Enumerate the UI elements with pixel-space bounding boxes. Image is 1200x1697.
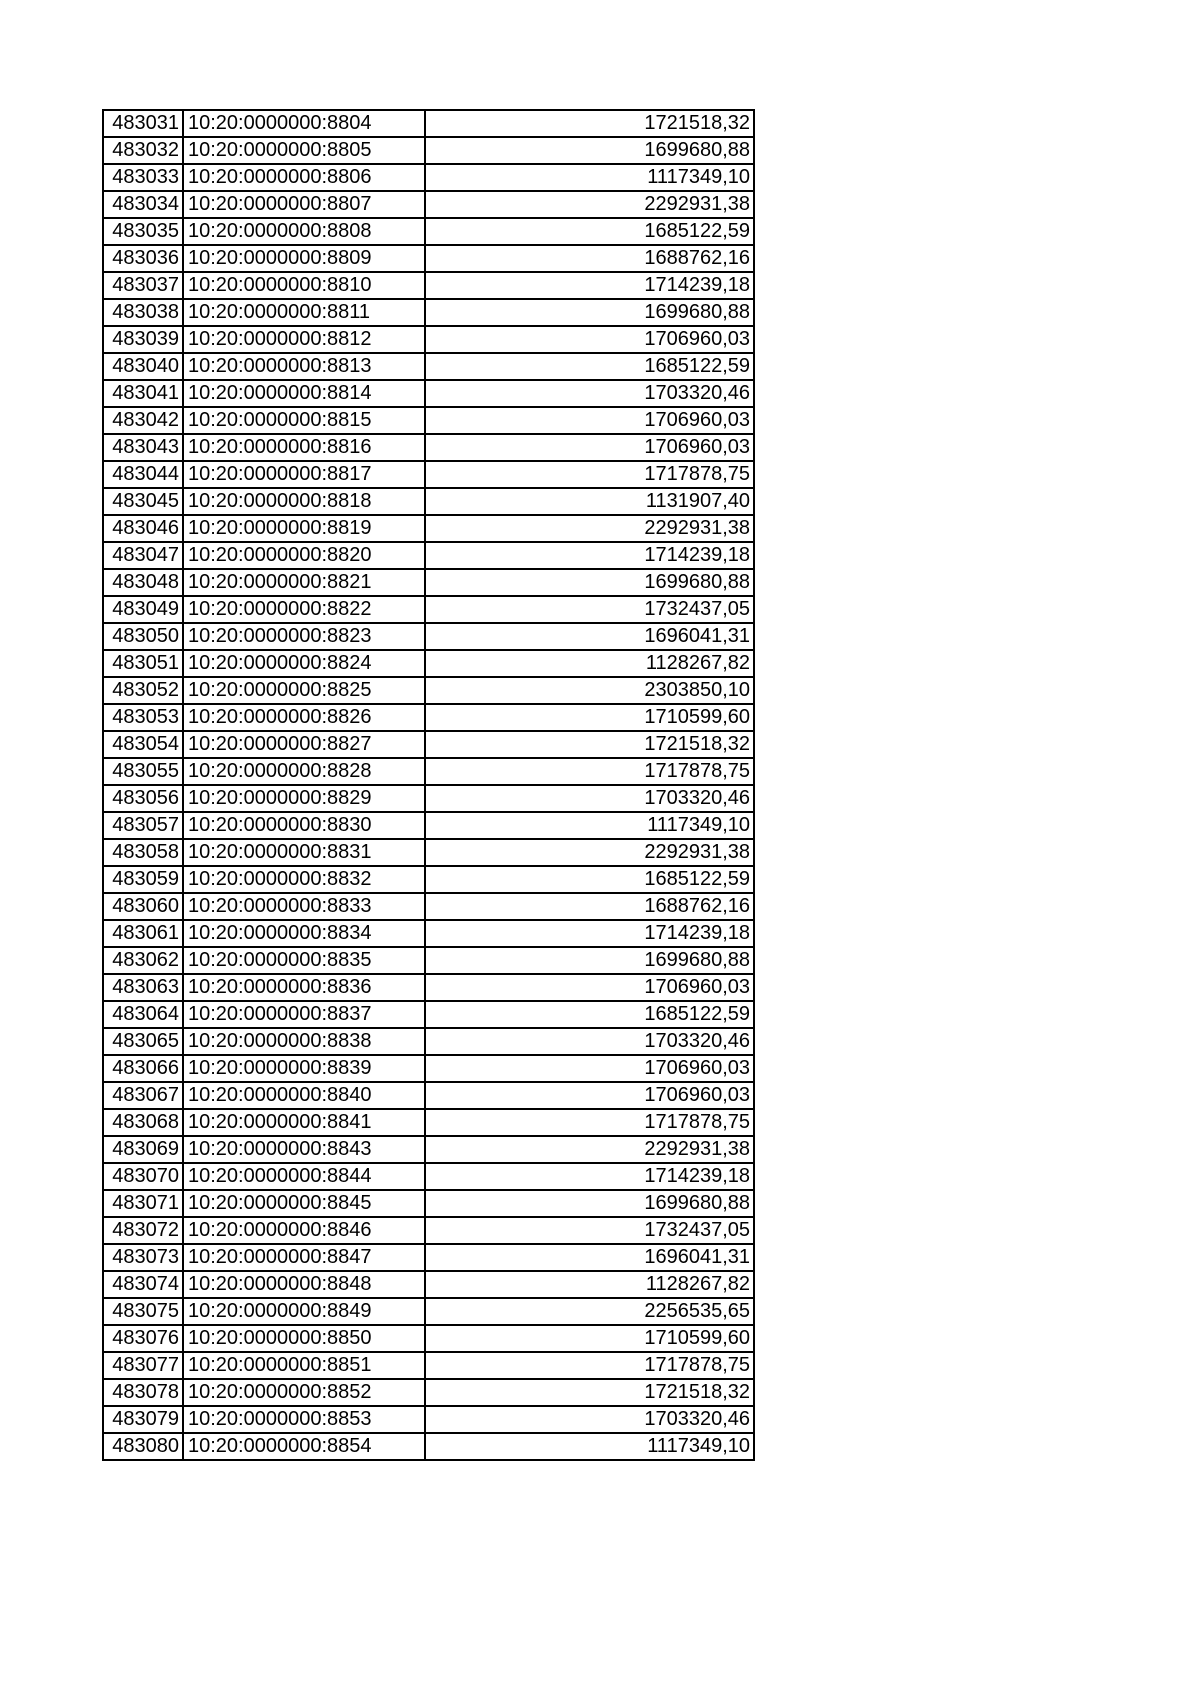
cadastral-number-cell: 10:20:0000000:8810 [183,272,425,299]
cadastral-number-cell: 10:20:0000000:8831 [183,839,425,866]
row-id-cell: 483068 [103,1109,183,1136]
cadastral-number-cell: 10:20:0000000:8846 [183,1217,425,1244]
value-cell: 2292931,38 [425,191,754,218]
cadastral-number-cell: 10:20:0000000:8818 [183,488,425,515]
row-id-cell: 483051 [103,650,183,677]
table-row [103,1136,754,1163]
table-row [103,758,754,785]
cadastral-number-cell: 10:20:0000000:8854 [183,1433,425,1460]
cadastral-number-cell: 10:20:0000000:8853 [183,1406,425,1433]
cadastral-number-cell: 10:20:0000000:8832 [183,866,425,893]
cadastral-number-cell: 10:20:0000000:8807 [183,191,425,218]
row-id-cell: 483035 [103,218,183,245]
cadastral-number-cell: 10:20:0000000:8811 [183,299,425,326]
row-id-cell: 483052 [103,677,183,704]
table-row [103,623,754,650]
table-row [103,1406,754,1433]
value-cell: 1721518,32 [425,731,754,758]
table-row [103,920,754,947]
cadastral-number-cell: 10:20:0000000:8812 [183,326,425,353]
row-id-cell: 483071 [103,1190,183,1217]
cadastral-number-cell: 10:20:0000000:8804 [183,110,425,137]
table-row [103,353,754,380]
table-row [103,785,754,812]
value-cell: 1699680,88 [425,1190,754,1217]
row-id-cell: 483047 [103,542,183,569]
table-row [103,731,754,758]
value-cell: 2292931,38 [425,1136,754,1163]
table-row [103,1379,754,1406]
cadastral-number-cell: 10:20:0000000:8845 [183,1190,425,1217]
value-cell: 1699680,88 [425,569,754,596]
row-id-cell: 483067 [103,1082,183,1109]
value-cell: 1706960,03 [425,1055,754,1082]
table-row [103,866,754,893]
value-cell: 1688762,16 [425,893,754,920]
row-id-cell: 483080 [103,1433,183,1460]
cadastral-number-cell: 10:20:0000000:8852 [183,1379,425,1406]
value-cell: 1696041,31 [425,623,754,650]
row-id-cell: 483066 [103,1055,183,1082]
table-row [103,704,754,731]
value-cell: 1714239,18 [425,272,754,299]
value-cell: 1706960,03 [425,326,754,353]
value-cell: 1703320,46 [425,1406,754,1433]
cadastral-number-cell: 10:20:0000000:8805 [183,137,425,164]
value-cell: 1717878,75 [425,461,754,488]
value-cell: 1710599,60 [425,1325,754,1352]
value-cell: 2292931,38 [425,839,754,866]
table-row [103,245,754,272]
value-cell: 1717878,75 [425,1352,754,1379]
row-id-cell: 483046 [103,515,183,542]
table-row [103,1433,754,1460]
cadastral-number-cell: 10:20:0000000:8823 [183,623,425,650]
value-cell: 1688762,16 [425,245,754,272]
row-id-cell: 483043 [103,434,183,461]
row-id-cell: 483057 [103,812,183,839]
table-row [103,1163,754,1190]
cadastral-number-cell: 10:20:0000000:8821 [183,569,425,596]
table-row [103,1109,754,1136]
cadastral-number-cell: 10:20:0000000:8806 [183,164,425,191]
cadastral-number-cell: 10:20:0000000:8809 [183,245,425,272]
table-row [103,407,754,434]
value-cell: 1685122,59 [425,866,754,893]
value-cell: 1128267,82 [425,1271,754,1298]
cadastral-number-cell: 10:20:0000000:8819 [183,515,425,542]
row-id-cell: 483048 [103,569,183,596]
row-id-cell: 483074 [103,1271,183,1298]
table-row [103,380,754,407]
table-row [103,1217,754,1244]
table-row [103,974,754,1001]
cadastral-number-cell: 10:20:0000000:8830 [183,812,425,839]
table-row [103,326,754,353]
row-id-cell: 483036 [103,245,183,272]
table-row [103,542,754,569]
cadastral-number-cell: 10:20:0000000:8840 [183,1082,425,1109]
value-cell: 2256535,65 [425,1298,754,1325]
cadastral-number-cell: 10:20:0000000:8839 [183,1055,425,1082]
table-row [103,893,754,920]
value-cell: 1717878,75 [425,1109,754,1136]
value-cell: 1703320,46 [425,380,754,407]
row-id-cell: 483050 [103,623,183,650]
cadastral-number-cell: 10:20:0000000:8851 [183,1352,425,1379]
value-cell: 1732437,05 [425,1217,754,1244]
row-id-cell: 483078 [103,1379,183,1406]
row-id-cell: 483041 [103,380,183,407]
table-body [103,110,754,1460]
row-id-cell: 483034 [103,191,183,218]
row-id-cell: 483070 [103,1163,183,1190]
cadastral-number-cell: 10:20:0000000:8850 [183,1325,425,1352]
row-id-cell: 483073 [103,1244,183,1271]
value-cell: 1699680,88 [425,299,754,326]
cadastral-number-cell: 10:20:0000000:8844 [183,1163,425,1190]
table-row [103,1001,754,1028]
table-row [103,569,754,596]
row-id-cell: 483072 [103,1217,183,1244]
value-cell: 1131907,40 [425,488,754,515]
cadastral-number-cell: 10:20:0000000:8829 [183,785,425,812]
row-id-cell: 483031 [103,110,183,137]
cadastral-number-cell: 10:20:0000000:8826 [183,704,425,731]
row-id-cell: 483058 [103,839,183,866]
value-cell: 1732437,05 [425,596,754,623]
row-id-cell: 483065 [103,1028,183,1055]
row-id-cell: 483049 [103,596,183,623]
table-row [103,515,754,542]
row-id-cell: 483077 [103,1352,183,1379]
value-cell: 1703320,46 [425,785,754,812]
value-cell: 1706960,03 [425,1082,754,1109]
table-row [103,1190,754,1217]
table-row [103,191,754,218]
cadastral-number-cell: 10:20:0000000:8836 [183,974,425,1001]
table-row [103,1082,754,1109]
value-cell: 1714239,18 [425,920,754,947]
table-row [103,650,754,677]
table-row [103,137,754,164]
row-id-cell: 483054 [103,731,183,758]
row-id-cell: 483062 [103,947,183,974]
table-row [103,1271,754,1298]
value-cell: 1696041,31 [425,1244,754,1271]
table-row [103,1028,754,1055]
value-cell: 1706960,03 [425,407,754,434]
cadastral-number-cell: 10:20:0000000:8814 [183,380,425,407]
table-row [103,461,754,488]
cadastral-number-cell: 10:20:0000000:8817 [183,461,425,488]
row-id-cell: 483055 [103,758,183,785]
value-cell: 1710599,60 [425,704,754,731]
value-cell: 1699680,88 [425,137,754,164]
table-row [103,1244,754,1271]
table-row [103,677,754,704]
cadastral-number-cell: 10:20:0000000:8848 [183,1271,425,1298]
row-id-cell: 483038 [103,299,183,326]
cadastral-number-cell: 10:20:0000000:8841 [183,1109,425,1136]
table-row [103,947,754,974]
value-cell: 1685122,59 [425,218,754,245]
row-id-cell: 483076 [103,1325,183,1352]
value-cell: 1128267,82 [425,650,754,677]
table-row [103,434,754,461]
value-cell: 1721518,32 [425,1379,754,1406]
cadastral-number-cell: 10:20:0000000:8815 [183,407,425,434]
row-id-cell: 483059 [103,866,183,893]
value-cell: 1117349,10 [425,164,754,191]
row-id-cell: 483040 [103,353,183,380]
table-row [103,164,754,191]
table-row [103,1352,754,1379]
table-row [103,1055,754,1082]
row-id-cell: 483039 [103,326,183,353]
value-cell: 1721518,32 [425,110,754,137]
row-id-cell: 483053 [103,704,183,731]
table-row [103,218,754,245]
cadastral-number-cell: 10:20:0000000:8843 [183,1136,425,1163]
cadastral-number-cell: 10:20:0000000:8820 [183,542,425,569]
cadastral-number-cell: 10:20:0000000:8838 [183,1028,425,1055]
table-row [103,596,754,623]
row-id-cell: 483069 [103,1136,183,1163]
row-id-cell: 483037 [103,272,183,299]
value-cell: 2303850,10 [425,677,754,704]
value-cell: 1706960,03 [425,434,754,461]
value-cell: 1706960,03 [425,974,754,1001]
cadastral-number-cell: 10:20:0000000:8822 [183,596,425,623]
table-row [103,1325,754,1352]
data-table [102,109,755,1461]
cadastral-number-cell: 10:20:0000000:8833 [183,893,425,920]
row-id-cell: 483056 [103,785,183,812]
cadastral-number-cell: 10:20:0000000:8847 [183,1244,425,1271]
table-row [103,488,754,515]
cadastral-number-cell: 10:20:0000000:8837 [183,1001,425,1028]
row-id-cell: 483044 [103,461,183,488]
cadastral-number-cell: 10:20:0000000:8808 [183,218,425,245]
value-cell: 1714239,18 [425,542,754,569]
row-id-cell: 483064 [103,1001,183,1028]
table-row [103,299,754,326]
value-cell: 2292931,38 [425,515,754,542]
table-row [103,272,754,299]
table-row [103,839,754,866]
cadastral-number-cell: 10:20:0000000:8825 [183,677,425,704]
row-id-cell: 483032 [103,137,183,164]
value-cell: 1685122,59 [425,1001,754,1028]
row-id-cell: 483063 [103,974,183,1001]
cadastral-number-cell: 10:20:0000000:8824 [183,650,425,677]
table-row [103,812,754,839]
row-id-cell: 483033 [103,164,183,191]
row-id-cell: 483079 [103,1406,183,1433]
cadastral-number-cell: 10:20:0000000:8835 [183,947,425,974]
value-cell: 1714239,18 [425,1163,754,1190]
value-cell: 1117349,10 [425,1433,754,1460]
row-id-cell: 483045 [103,488,183,515]
row-id-cell: 483060 [103,893,183,920]
value-cell: 1703320,46 [425,1028,754,1055]
table-row [103,1298,754,1325]
cadastral-number-cell: 10:20:0000000:8813 [183,353,425,380]
cadastral-number-cell: 10:20:0000000:8849 [183,1298,425,1325]
cadastral-number-cell: 10:20:0000000:8834 [183,920,425,947]
row-id-cell: 483061 [103,920,183,947]
value-cell: 1717878,75 [425,758,754,785]
cadastral-number-cell: 10:20:0000000:8827 [183,731,425,758]
cadastral-number-cell: 10:20:0000000:8828 [183,758,425,785]
value-cell: 1117349,10 [425,812,754,839]
cadastral-number-cell: 10:20:0000000:8816 [183,434,425,461]
table-row [103,110,754,137]
value-cell: 1699680,88 [425,947,754,974]
value-cell: 1685122,59 [425,353,754,380]
row-id-cell: 483075 [103,1298,183,1325]
row-id-cell: 483042 [103,407,183,434]
